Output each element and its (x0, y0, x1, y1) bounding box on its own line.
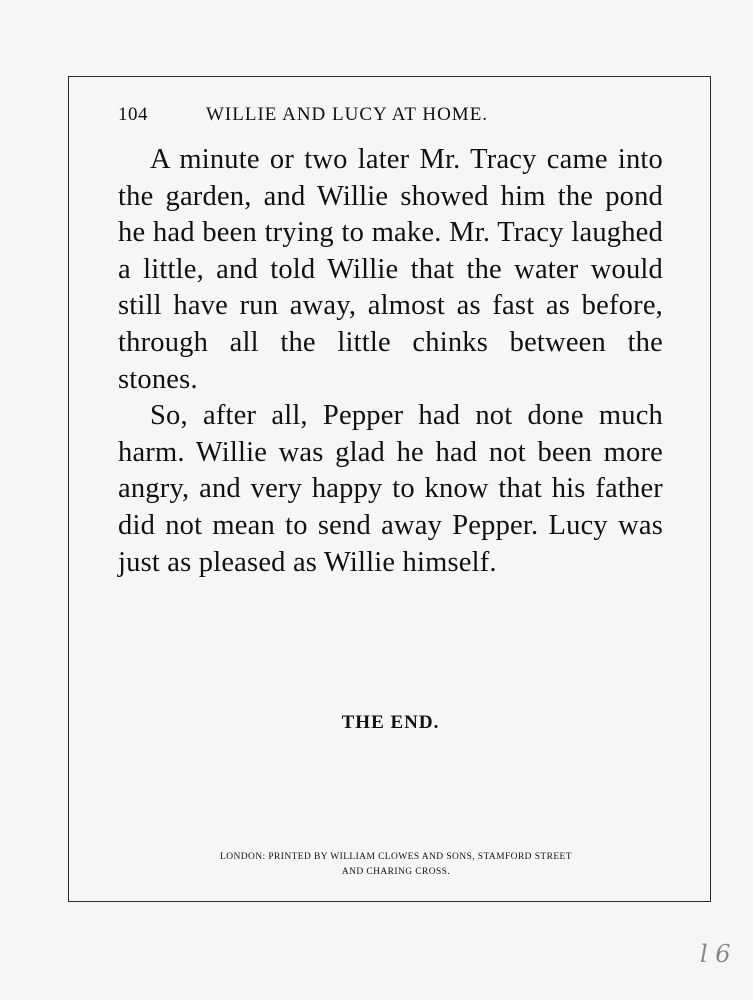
body-text (118, 142, 663, 581)
page-number: 104 (118, 104, 148, 125)
book-title: WILLIE AND LUCY AT HOME. (206, 104, 489, 125)
imprint-line-2: AND CHARING CROSS. (341, 867, 451, 877)
paragraph-1: A minute or two later Mr. Tracy came into the garden, and Willie showed him the pond he had been trying to make. Mr. Tracy laughed a little, and told Willie that the water would still have run away, almost as fast as before, through all the little chinks between the stones. (118, 144, 663, 395)
imprint-line-1: LONDON: PRINTED BY WILLIAM CLOWES AND SONS, STAMFORD STREET (220, 852, 572, 862)
printer-imprint (196, 850, 596, 880)
pencil-mark: l 6 (700, 940, 731, 968)
the-end-heading: THE END. (341, 712, 440, 733)
paragraph-2: So, after all, Pepper had not done much harm. Willie was glad he had not been more angry, and very happy to know that his father did not mean to send away Pepper. Lucy was just as pleased as Willie himself. (118, 400, 663, 578)
